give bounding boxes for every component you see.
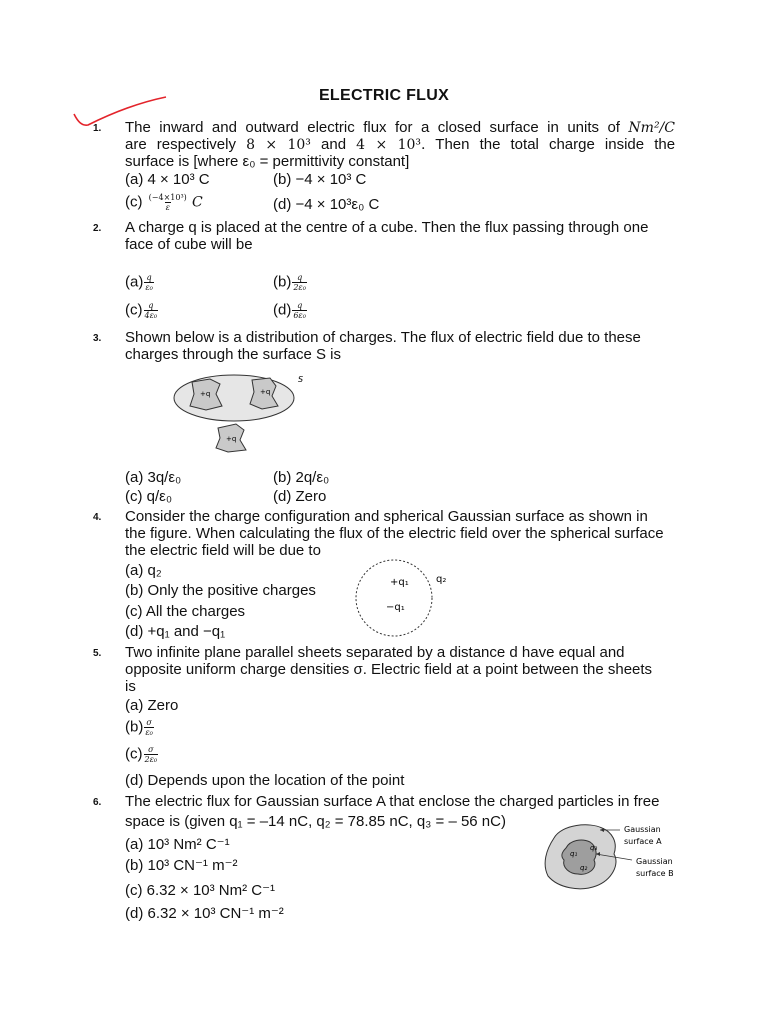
- charge-plus-q1: +q₁: [390, 577, 409, 588]
- label-gaussian-a-1: Gaussian: [624, 825, 661, 834]
- page-title: ELECTRIC FLUX: [318, 87, 450, 104]
- question-4-line-1: Consider the charge configuration and spherical Gaussian surface as shown in: [125, 508, 648, 525]
- question-6-line-2: space is (given q₁ = –14 nC, q₂ = 78.85 nC, q₃ = – 56 nC): [125, 813, 506, 830]
- question-1-option-c[interactable]: (c) $\frac{\text{(−4×10³)}}{\varepsilon}$ C: [125, 193, 203, 212]
- question-5-option-c[interactable]: (c) $\frac{\sigma}{\text{2ε₀}}$: [125, 745, 158, 764]
- charge-label-1: +q: [200, 390, 211, 398]
- question-5-option-d[interactable]: (d) Depends upon the location of the point: [125, 772, 405, 789]
- question-3-option-d[interactable]: (d) Zero: [273, 488, 327, 505]
- question-2-line-2: face of cube will be: [125, 236, 253, 253]
- question-4-number: 4.: [93, 512, 102, 523]
- question-4-option-b[interactable]: (b) Only the positive charges: [125, 582, 316, 599]
- question-6-option-b[interactable]: (b) 10³ CN⁻¹ m⁻²: [125, 857, 238, 874]
- question-2-option-a[interactable]: (a) $\frac{q}{\text{ε₀}}$: [125, 273, 153, 292]
- charge-label-2: +q: [260, 388, 271, 396]
- question-1-line-2: are respectively 8 × 10³ and 4 × 10³. Then the total charge inside the: [125, 136, 676, 153]
- question-4-option-c[interactable]: (c) All the charges: [125, 603, 246, 620]
- question-1-line-1: The inward and outward electric flux for a closed surface in units of Nm²/C: [125, 119, 675, 136]
- question-3-line-2: charges through the surface S is: [125, 346, 341, 363]
- question-5-line-2: opposite uniform charge densities σ. Electric field at a point between the sheets: [125, 661, 653, 678]
- question-5-line-3: is: [125, 678, 136, 695]
- gaussian-sphere-figure: [350, 558, 460, 640]
- question-6-line-1: The electric flux for Gaussian surface A that enclose the charged particles in free: [125, 793, 660, 810]
- question-5-number: 5.: [93, 648, 102, 659]
- question-4-line-3: the electric field will be due to: [125, 542, 321, 559]
- question-3-option-a[interactable]: (a) 3q/ε₀: [125, 469, 182, 486]
- question-1-number: 1.: [93, 123, 102, 134]
- question-4-option-a[interactable]: (a) q₂: [125, 562, 162, 579]
- question-6-option-a[interactable]: (a) 10³ Nm² C⁻¹: [125, 836, 230, 853]
- question-3-option-b[interactable]: (b) 2q/ε₀: [273, 469, 330, 486]
- question-5-option-b[interactable]: (b) $\frac{\sigma}{\text{ε₀}}$: [125, 718, 153, 737]
- charge-label-3: +q: [226, 435, 237, 443]
- charge-q3-label: q₃: [590, 844, 598, 852]
- question-6-option-d[interactable]: (d) 6.32 × 10³ CN⁻¹ m⁻²: [125, 905, 284, 922]
- question-2-option-d[interactable]: (d) $\frac{q}{\text{6ε₀}}$: [273, 301, 306, 320]
- question-6-option-c[interactable]: (c) 6.32 × 10³ Nm² C⁻¹: [125, 882, 276, 899]
- question-2-line-1: A charge q is placed at the centre of a cube. Then the flux passing through one: [125, 219, 649, 236]
- question-4-option-d[interactable]: (d) +q₁ and −q₁: [125, 623, 226, 640]
- surface-label-s: S: [298, 375, 304, 384]
- question-4-line-2: the figure. When calculating the flux of the electric field over the spherical surface: [125, 525, 664, 542]
- question-2-option-b[interactable]: (b) $\frac{q}{\text{2ε₀}}$: [273, 273, 306, 292]
- question-2-number: 2.: [93, 223, 102, 234]
- question-1-option-b[interactable]: (b) −4 × 10³ C: [273, 171, 367, 188]
- question-1-option-a[interactable]: (a) 4 × 10³ C: [125, 171, 210, 188]
- gaussian-surfaces-figure: [540, 820, 710, 896]
- label-gaussian-b-2: surface B: [636, 869, 674, 878]
- label-gaussian-b-1: Gaussian: [636, 857, 673, 866]
- question-5-line-1: Two infinite plane parallel sheets separated by a distance d have equal and: [125, 644, 625, 661]
- charge-q1-label: q₁: [570, 850, 578, 858]
- charge-q2-label: q₂: [580, 864, 588, 872]
- gaussian-sphere-dashed: [356, 560, 432, 636]
- question-6-number: 6.: [93, 797, 102, 808]
- question-3-line-1: Shown below is a distribution of charges. The flux of electric field due to these: [125, 329, 641, 346]
- question-5-option-a[interactable]: (a) Zero: [125, 697, 179, 714]
- charge-q2: q₂: [436, 574, 447, 585]
- question-3-option-c[interactable]: (c) q/ε₀: [125, 488, 173, 505]
- charge-distribution-figure: [170, 372, 320, 456]
- label-gaussian-a-2: surface A: [624, 837, 662, 846]
- question-2-option-c[interactable]: (c) $\frac{q}{\text{4ε₀}}$: [125, 301, 158, 320]
- question-3-number: 3.: [93, 333, 102, 344]
- charge-minus-q1: −q₁: [386, 602, 405, 613]
- question-1-option-d[interactable]: (d) −4 × 10³ε₀ C: [273, 196, 380, 213]
- question-1-line-3: surface is [where ε₀ = permittivity constant]: [125, 153, 410, 170]
